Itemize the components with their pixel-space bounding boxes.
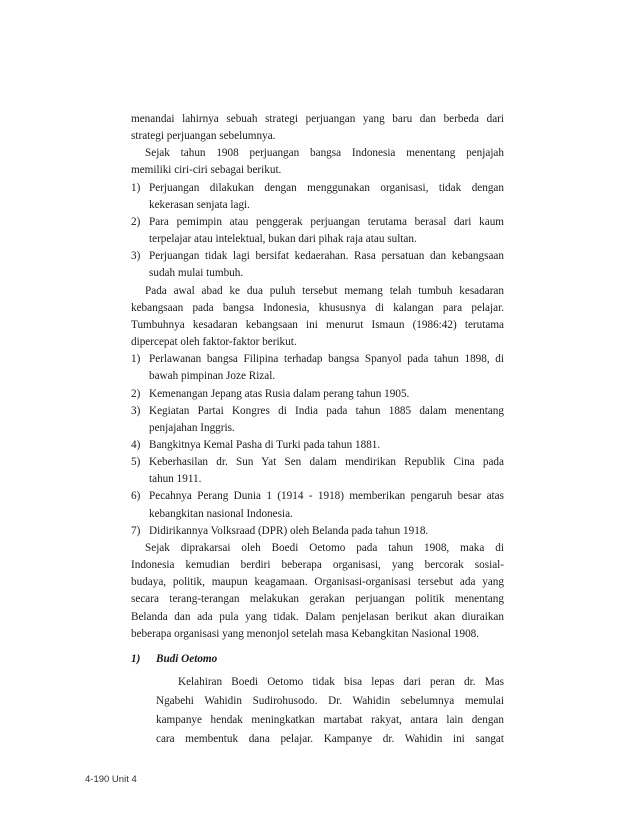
heading-number: 1) bbox=[131, 652, 141, 665]
text-line: Kegiatan Partai Kongres di India pada tahun 1885 dalam menentang bbox=[149, 404, 504, 417]
text-line: Para pemimpin atau penggerak perjuangan terutama berasal dari kaum bbox=[149, 215, 504, 228]
text-line: Pada awal abad ke dua puluh tersebut memang telah tumbuh kesadaran bbox=[145, 284, 504, 297]
text-line: Pecahnya Perang Dunia 1 (1914 - 1918) memberikan pengaruh besar atas bbox=[149, 490, 504, 503]
text-line: Perjuangan tidak lagi bersifat kedaerahan. Rasa persatuan dan kebangsaan bbox=[149, 250, 504, 263]
text-line: Kelahiran Boedi Oetomo tidak bisa lepas dari peran dr. Mas bbox=[178, 676, 504, 688]
list-item bbox=[131, 437, 504, 454]
text-line: memiliki ciri-ciri sebagai berikut. bbox=[131, 164, 282, 177]
text-line: terpelajar atau intelektual, bukan dari pihak raja atau sultan. bbox=[149, 233, 417, 246]
text-line: Keberhasilan dr. Sun Yat Sen dalam mendirikan Republik Cina pada bbox=[149, 456, 504, 469]
text-line: kebangsaan pada bangsa Indonesia, khususnya di kalangan para pelajar. bbox=[131, 301, 504, 314]
list-item bbox=[131, 488, 504, 522]
heading-title: Budi Oetomo bbox=[156, 652, 218, 665]
list-number: 3) bbox=[131, 250, 141, 263]
list-number: 1) bbox=[131, 353, 141, 366]
list-number: 2) bbox=[131, 215, 141, 228]
text-line: Perjuangan dilakukan dengan menggunakan organisasi, tidak dengan bbox=[149, 181, 504, 194]
section-heading bbox=[131, 651, 504, 668]
list-item bbox=[131, 403, 504, 437]
text-line: Sejak diprakarsai oleh Boedi Oetomo pada tahun 1908, maka di bbox=[145, 541, 504, 554]
list-item bbox=[131, 180, 504, 214]
text-line: Ngabehi Wahidin Sudirohusodo. Dr. Wahidin sebelumnya memulai bbox=[156, 695, 504, 707]
text-line: Tumbuhnya kesadaran kebangsaan ini menurut Ismaun (1986:42) terutama bbox=[131, 318, 504, 331]
list-item bbox=[131, 454, 504, 488]
text-line: Bangkitnya Kemal Pasha di Turki pada tahun 1881. bbox=[149, 438, 381, 451]
text-line: menandai lahirnya sebuah strategi perjuangan yang baru dan berbeda dari bbox=[131, 113, 504, 125]
text-line: tahun 1911. bbox=[149, 473, 202, 486]
text-line: kampanye hendak meningkatkan martabat rakyat, antara lain dengan bbox=[156, 714, 504, 726]
list-item bbox=[131, 248, 504, 282]
page-footer: 4-190 Unit 4 bbox=[85, 774, 137, 785]
text-line: Belanda dan ada pula yang tidak. Dalam penjelasan berikut akan diuraikan bbox=[131, 610, 504, 623]
list-item bbox=[131, 351, 504, 385]
list-item bbox=[131, 214, 504, 248]
subsection-text bbox=[156, 673, 504, 749]
list-item bbox=[131, 523, 504, 540]
list-number: 3) bbox=[131, 404, 141, 417]
text-line: Kemenangan Jepang atas Rusia dalam perang tahun 1905. bbox=[149, 387, 410, 400]
body-text bbox=[131, 111, 504, 749]
text-line: strategi perjuangan sebelumnya. bbox=[131, 130, 276, 143]
text-line: bawah pimpinan Joze Rizal. bbox=[149, 370, 276, 383]
text-line: budaya, politik, maupun keagamaan. Organisasi-organisasi tersebut ada yang bbox=[131, 576, 504, 589]
text-line: Didirikannya Volksraad (DPR) oleh Belanda pada tahun 1918. bbox=[149, 524, 429, 537]
list-number: 6) bbox=[131, 490, 141, 503]
text-line: penjajahan Inggris. bbox=[149, 421, 235, 434]
list-item bbox=[131, 386, 504, 403]
text-line: kebangkitan nasional Indonesia. bbox=[149, 507, 293, 520]
text-line: kekerasan senjata lagi. bbox=[149, 198, 250, 211]
text-line: dipercepat oleh faktor-faktor berikut. bbox=[131, 336, 297, 349]
list-number: 5) bbox=[131, 456, 141, 469]
text-line: Perlawanan bangsa Filipina terhadap bangsa Spanyol pada tahun 1898, di bbox=[149, 353, 504, 366]
text-line: sudah mulai tumbuh. bbox=[149, 267, 244, 280]
text-line: Indonesia kemudian berdiri beberapa organisasi, yang bercorak sosial- bbox=[131, 559, 504, 572]
list-number: 4) bbox=[131, 438, 141, 451]
text-line: Sejak tahun 1908 perjuangan bangsa Indonesia menentang penjajah bbox=[145, 147, 504, 160]
text-line: beberapa organisasi yang menonjol setelah masa Kebangkitan Nasional 1908. bbox=[131, 627, 480, 640]
list-number: 1) bbox=[131, 181, 141, 194]
text-line: secara terang-terangan melakukan gerakan perjuangan politik menentang bbox=[131, 593, 504, 606]
list-number: 2) bbox=[131, 387, 141, 400]
list-number: 7) bbox=[131, 524, 141, 537]
text-line: cara membentuk dana pelajar. Kampanye dr. Wahidin ini sangat bbox=[156, 733, 504, 745]
